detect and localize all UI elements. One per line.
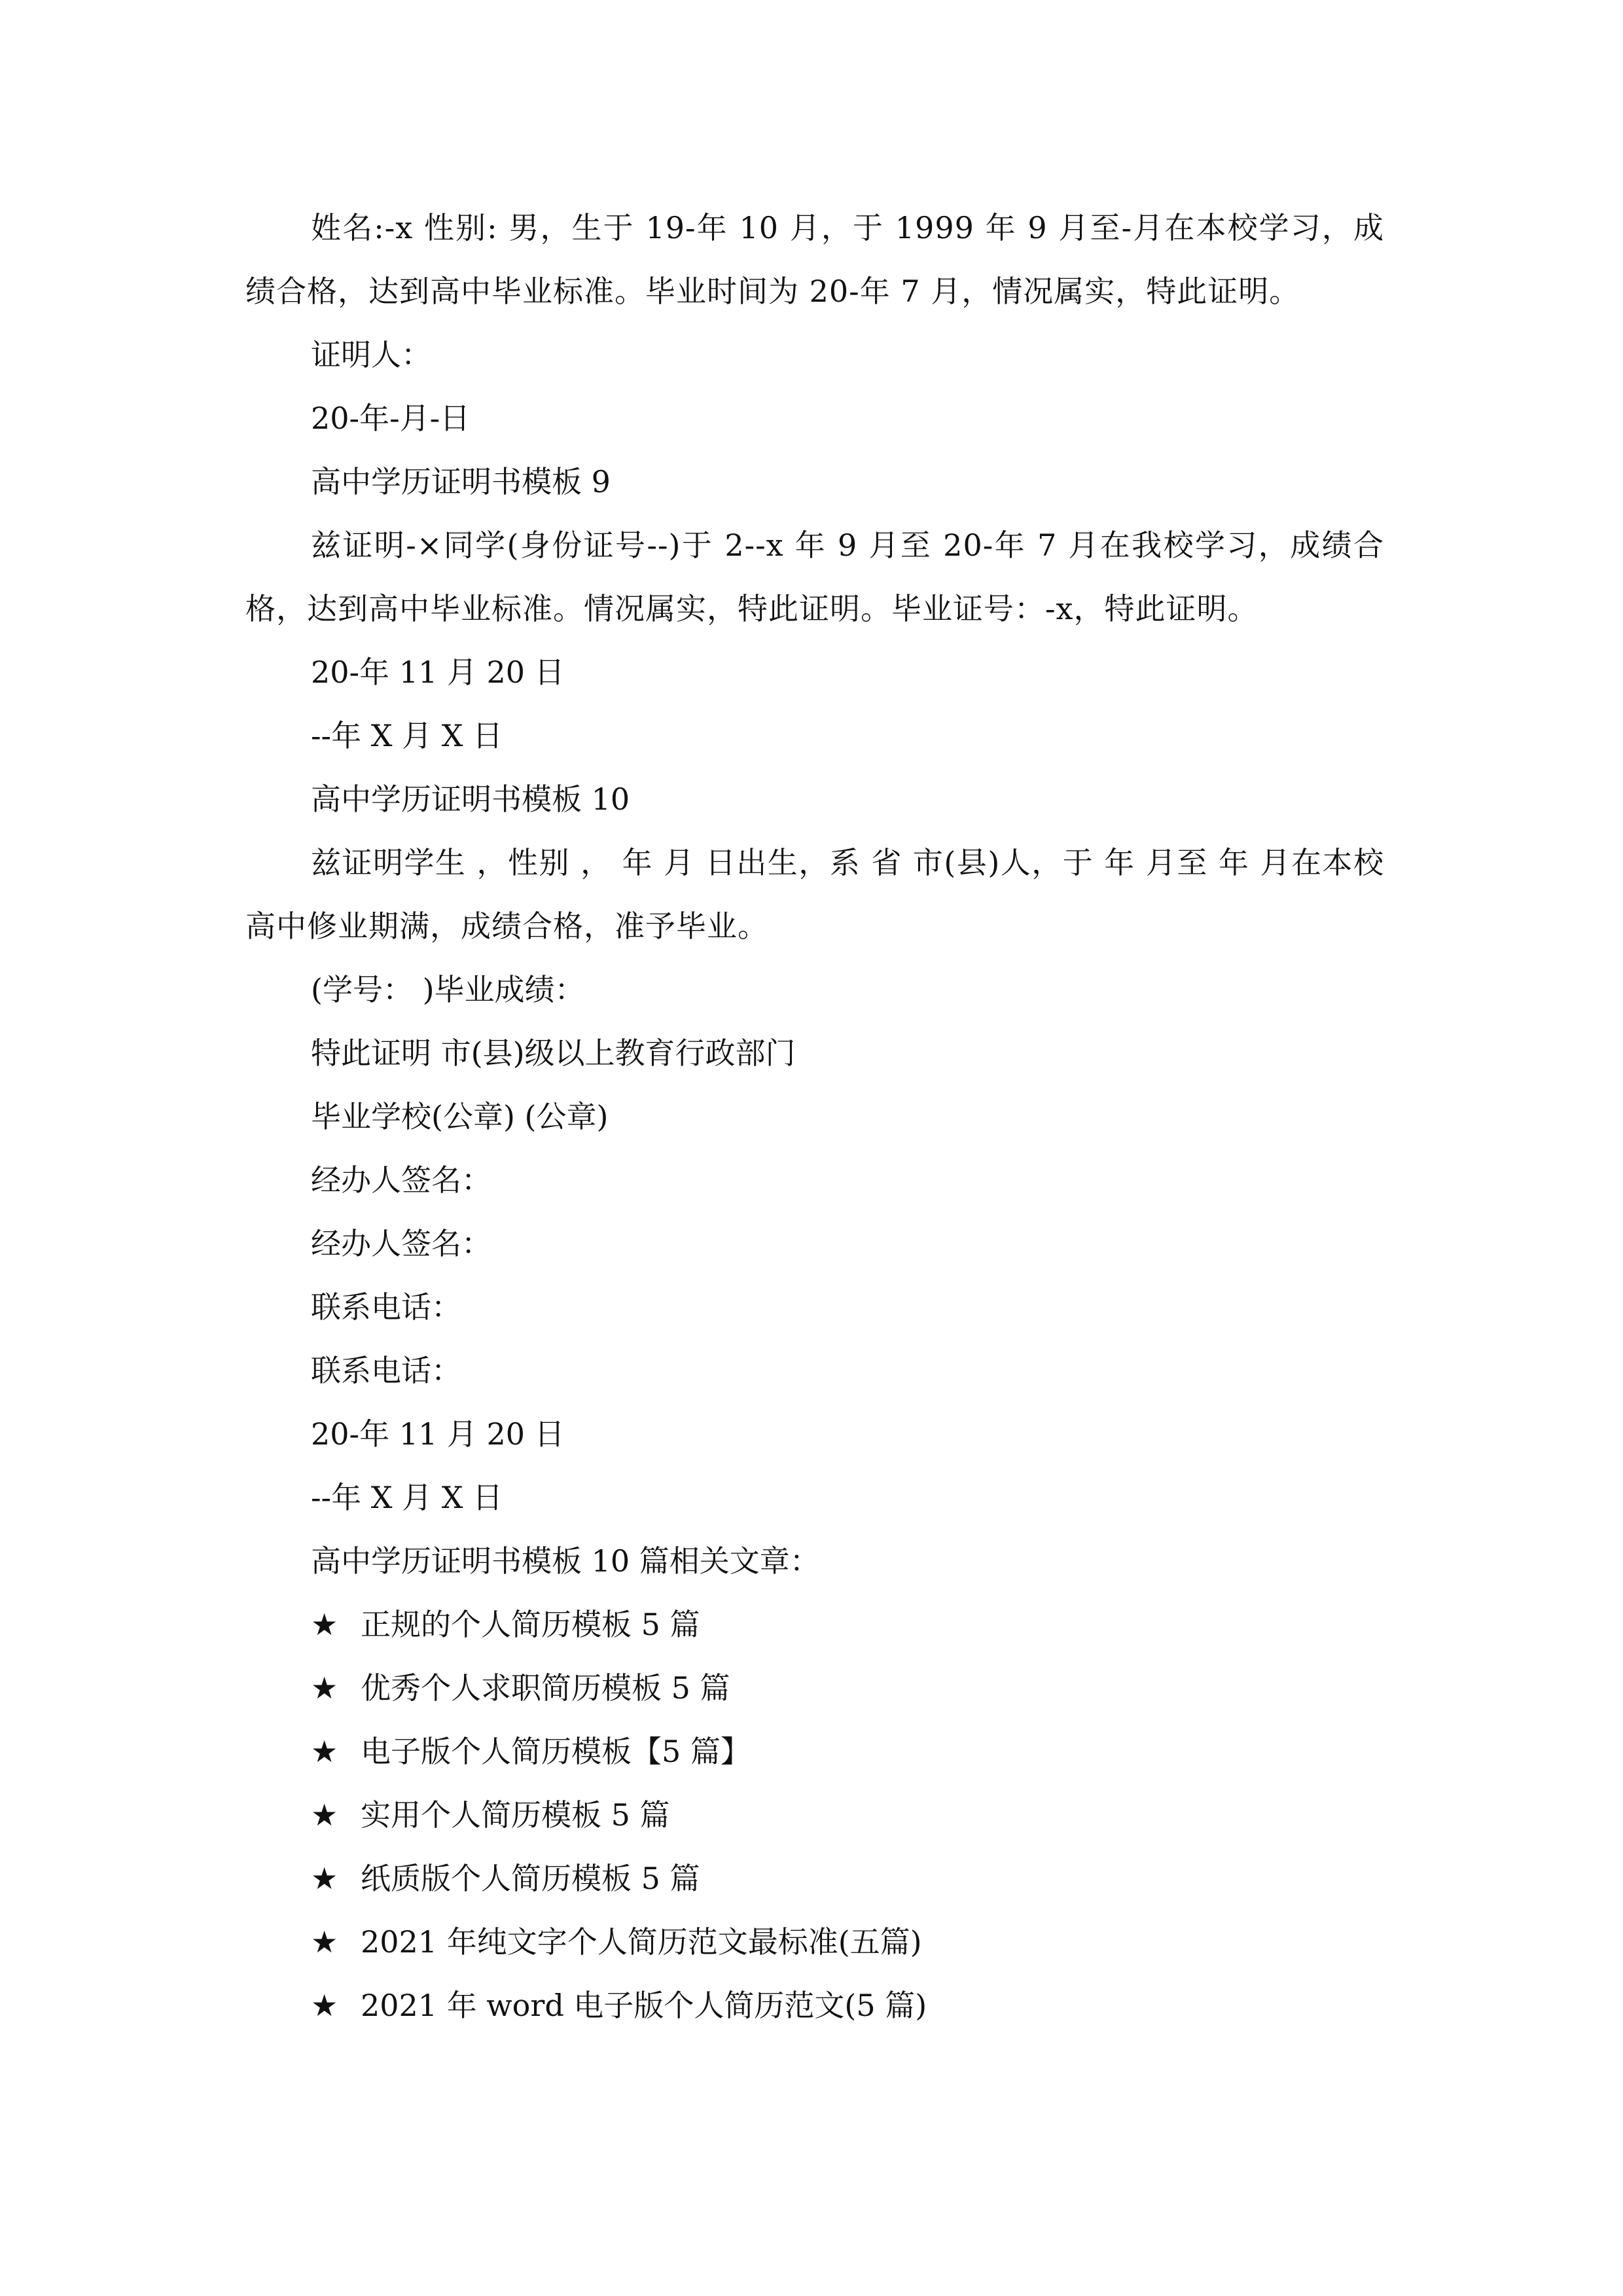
star-icon: ★ [311,1988,338,2023]
line-school-seal: 毕业学校(公章) (公章) [311,1099,609,1134]
line-date-blank: 20-年-月-日 [311,401,471,436]
related-article-link[interactable] [245,1974,1384,2037]
paragraph-certificate-10-body: 兹证明学生 ，性别 ， 年 月 日出生，系 省 市(县)人，于 年 月至 年 月在本校高中修业期满，成绩合格，准予毕业。 [245,845,1384,944]
related-articles-list [245,1593,1384,2037]
line-certify-authority: 特此证明 市(县)级以上教育行政部门 [311,1035,796,1071]
line-date-1: 20-年 11 月 20 日 [311,655,565,690]
line-date-4: --年 X 月 X 日 [311,1480,503,1515]
heading-template-10: 高中学历证明书模板 10 [311,781,630,817]
line-student-number: (学号： )毕业成绩： [311,972,585,1007]
related-article-title: 正规的个人简历模板 5 篇 [361,1607,700,1642]
line-certifier: 证明人： [311,337,431,372]
related-article-title: 实用个人简历模板 5 篇 [361,1797,670,1833]
related-article-title: 2021 年纯文字个人简历范文最标准(五篇) [361,1924,922,1960]
line-phone-2: 联系电话： [311,1353,461,1388]
line-date-2: --年 X 月 X 日 [311,718,503,753]
related-article-link[interactable] [245,1657,1384,1720]
related-article-title: 电子版个人简历模板【5 篇】 [361,1734,751,1769]
related-article-link[interactable] [245,1784,1384,1847]
line-date-3: 20-年 11 月 20 日 [311,1416,565,1452]
line-phone-1: 联系电话： [311,1289,461,1325]
star-icon: ★ [311,1607,338,1642]
related-article-link[interactable] [245,1593,1384,1657]
related-article-title: 优秀个人求职简历模板 5 篇 [361,1670,730,1706]
paragraph-certificate-8-body: 姓名:-x 性别: 男，生于 19-年 10 月，于 1999 年 9 月至-月在本校学习，成绩合格，达到高中毕业标准。毕业时间为 20-年 7 月，情况属实，特此证明。 [245,210,1384,309]
paragraph-certificate-9-body: 兹证明-×同学(身份证号--)于 2--x 年 9 月至 20-年 7 月在我校学习，成绩合格，达到高中毕业标准。情况属实，特此证明。毕业证号：-x，特此证明。 [245,528,1384,626]
star-icon: ★ [311,1924,338,1960]
star-icon: ★ [311,1861,338,1896]
heading-related-articles: 高中学历证明书模板 10 篇相关文章： [311,1543,820,1579]
document-page [245,196,1384,2037]
star-icon: ★ [311,1797,338,1833]
related-article-title: 2021 年 word 电子版个人简历范文(5 篇) [361,1988,927,2023]
heading-template-9: 高中学历证明书模板 9 [311,464,611,499]
star-icon: ★ [311,1734,338,1769]
related-article-link[interactable] [245,1847,1384,1910]
line-handler-signature-2: 经办人签名： [311,1226,491,1261]
related-article-link[interactable] [245,1720,1384,1784]
related-article-title: 纸质版个人简历模板 5 篇 [361,1861,700,1896]
related-article-link[interactable] [245,1910,1384,1974]
line-handler-signature-1: 经办人签名： [311,1162,491,1198]
star-icon: ★ [311,1670,338,1706]
